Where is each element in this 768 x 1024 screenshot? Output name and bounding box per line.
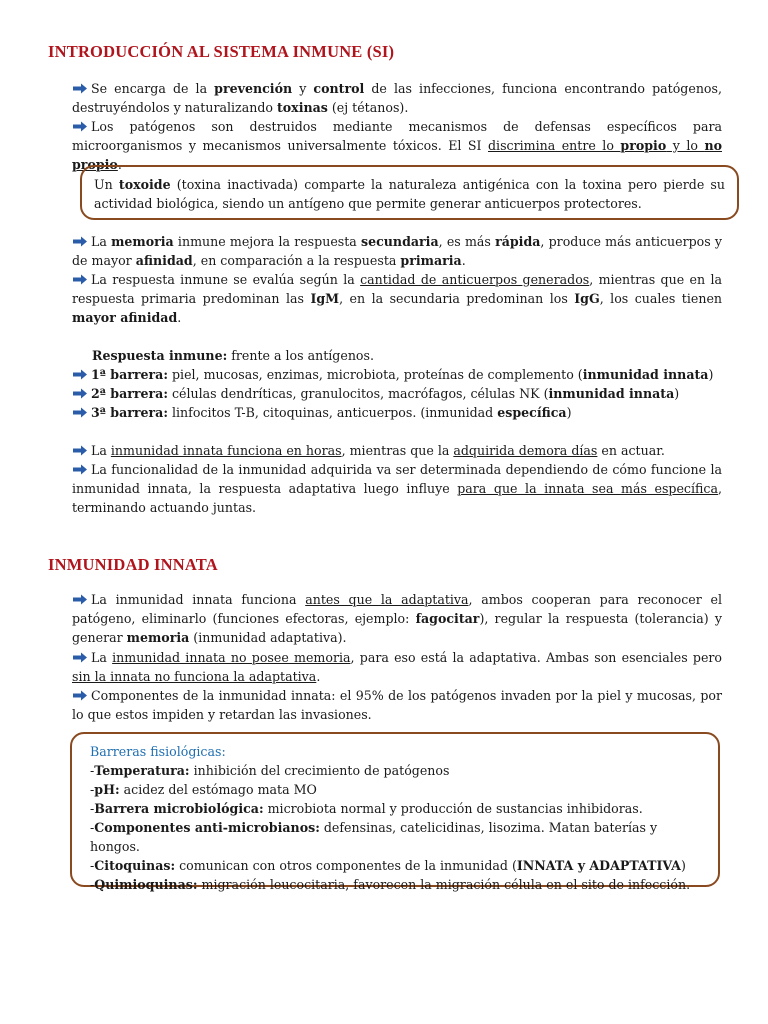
section-title-intro: INTRODUCCIÓN AL SISTEMA INMUNE (SI) bbox=[48, 42, 395, 61]
arrow-right-icon bbox=[72, 236, 88, 247]
arrow-right-icon bbox=[72, 369, 88, 380]
barrera-microbiologica: -Barrera microbiológica: microbiota normal y producción de sustancias inhibidoras. bbox=[90, 801, 643, 816]
barrera-antimicrobianos: -Componentes anti-microbianos: defensinas, catelicidinas, lisozima. Matan baterías y hongos. bbox=[90, 820, 658, 854]
respuesta-inmune-label: Respuesta inmune: frente a los antígenos. bbox=[92, 348, 374, 363]
toxoide-note: Un toxoide (toxina inactivada) comparte la naturaleza antigénica con la toxina pero pierde su actividad biológica, siendo un antígeno que permite generar anticuerpos protectores. bbox=[94, 177, 726, 211]
arrow-right-icon bbox=[72, 121, 88, 132]
bullet-barrera-2: 2ª barrera: células dendríticas, granulocitos, macrófagos, células NK (inmunidad innata) bbox=[72, 384, 722, 403]
arrow-right-icon bbox=[72, 690, 88, 701]
barrera-temperatura: -Temperatura: inhibición del crecimiento de patógenos bbox=[90, 763, 450, 778]
toxoide-note-box bbox=[80, 165, 739, 220]
bullet-innata-horas: La inmunidad innata funciona en horas, mientras que la adquirida demora días en actuar. bbox=[72, 441, 722, 460]
barreras-fisiologicas-box bbox=[70, 732, 720, 892]
bullet-no-memoria: La inmunidad innata no posee memoria, para eso está la adaptativa. Ambas son esenciales pero sin la innata no funciona la adaptativa. bbox=[72, 650, 723, 684]
arrow-right-icon bbox=[72, 445, 88, 456]
bullet-barrera-1: 1ª barrera: piel, mucosas, enzimas, microbiota, proteínas de complemento (inmunidad innata) bbox=[72, 365, 722, 384]
section-title-innata: INMUNIDAD INNATA bbox=[48, 555, 218, 574]
arrow-right-icon bbox=[72, 274, 88, 285]
bullet-respuesta: La respuesta inmune se evalúa según la cantidad de anticuerpos generados, mientras que en la respuesta primaria predominan las IgM, en la secundaria predominan los IgG, los cuales tienen mayor afinidad. bbox=[72, 272, 723, 325]
bullet-prevencion: Se encarga de la prevención y control de las infecciones, funciona encontrando patógenos, destruyéndolos y naturalizando toxinas (ej tétanos). bbox=[72, 81, 722, 115]
bullet-patogenos: Los patógenos son destruidos mediante mecanismos de defensas específicos para microorganismos y mecanismos universalmente tóxicos. El SI discrimina entre lo propio y lo no propio. bbox=[72, 119, 722, 172]
arrow-right-icon bbox=[72, 407, 88, 418]
bullet-barrera-3: 3ª barrera: linfocitos T-B, citoquinas, anticuerpos. (inmunidad específica) bbox=[72, 403, 722, 422]
bullet-innata-funciona: La inmunidad innata funciona antes que la adaptativa, ambos cooperan para reconocer el patógeno, eliminarlo (funciones efectoras, ejemplo: fagocitar), regular la respuesta (tolerancia) y generar memoria (inmunidad adaptativa). bbox=[72, 592, 722, 645]
bullet-componentes: Componentes de la inmunidad innata: el 95% de los patógenos invaden por la piel y mucosas, por lo que estos impiden y retardan las invasiones. bbox=[72, 688, 722, 722]
barrera-citoquinas: -Citoquinas: comunican con otros componentes de la inmunidad (INNATA y ADAPTATIVA) bbox=[90, 858, 686, 873]
bullet-memoria: La memoria inmune mejora la respuesta secundaria, es más rápida, produce más anticuerpos y de mayor afinidad, en comparación a la respuesta primaria. bbox=[72, 234, 723, 268]
arrow-right-icon bbox=[72, 83, 88, 94]
barreras-title: Barreras fisiológicas: bbox=[90, 744, 226, 759]
arrow-right-icon bbox=[72, 388, 88, 399]
arrow-right-icon bbox=[72, 594, 88, 605]
arrow-right-icon bbox=[72, 464, 88, 475]
barrera-quimioquinas: -Quimioquinas: migración leucocitaria, favorecen la migración célula en el sito de infección. bbox=[90, 877, 691, 892]
arrow-right-icon bbox=[72, 652, 88, 663]
barrera-ph: -pH: acidez del estómago mata MO bbox=[90, 782, 317, 797]
bullet-funcionalidad: La funcionalidad de la inmunidad adquirida va ser determinada dependiendo de cómo funcione la inmunidad innata, la respuesta adaptativa luego influye para que la innata sea más específica, terminando actuando juntas. bbox=[72, 462, 722, 515]
